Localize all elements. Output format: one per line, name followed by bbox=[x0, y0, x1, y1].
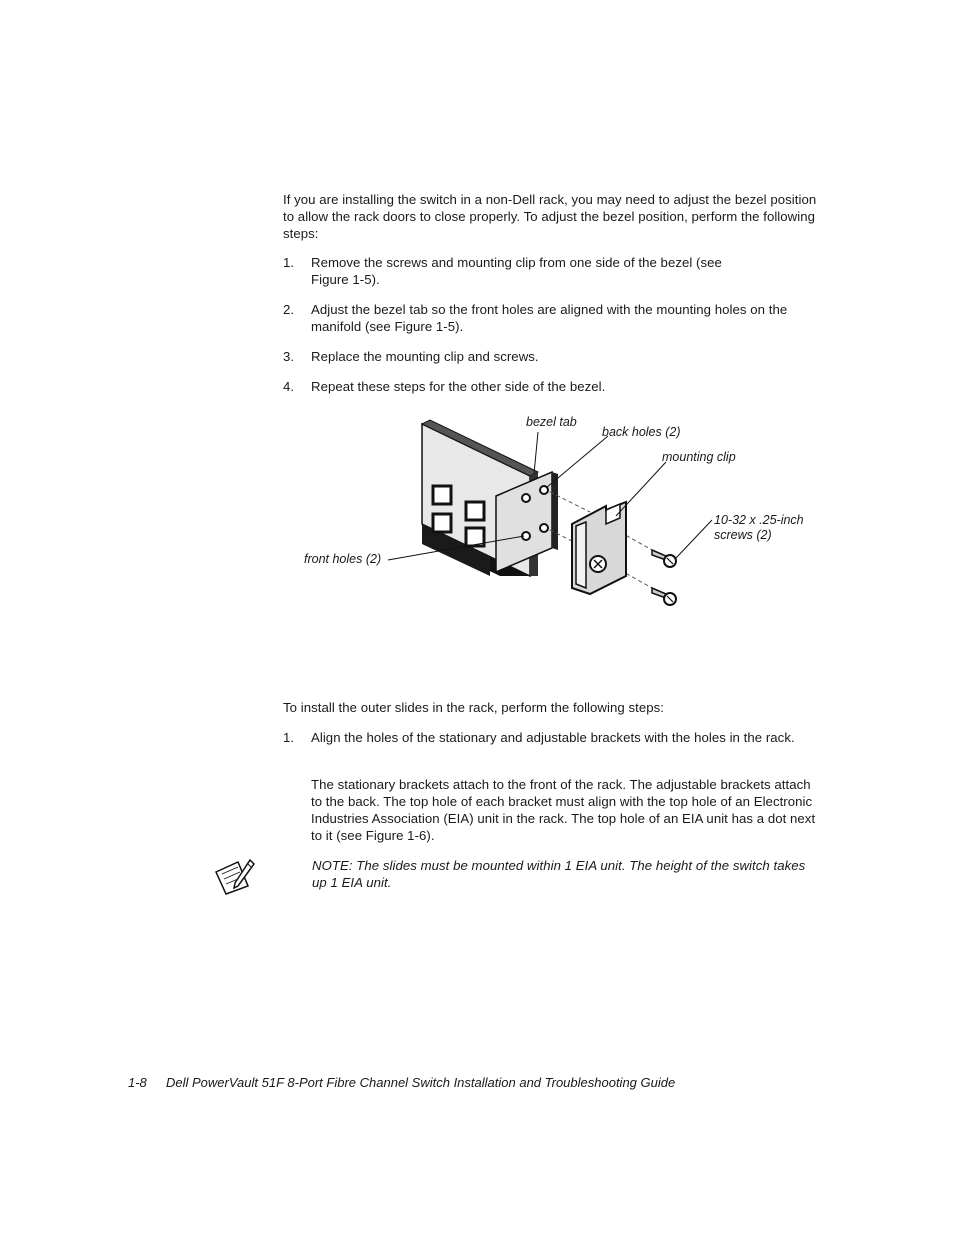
footer-document-title: Dell PowerVault 51F 8-Port Fibre Channel Switch Installation and Troubleshooting Guide bbox=[166, 1075, 676, 1090]
footer-page-number: 1-8 bbox=[128, 1075, 147, 1090]
callout-bezel-tab: bezel tab bbox=[526, 415, 577, 429]
step-item bbox=[283, 378, 823, 395]
section-intro-paragraph: To install the outer slides in the rack, perform the following steps: bbox=[283, 700, 664, 715]
callout-screws-line2: screws (2) bbox=[714, 528, 772, 542]
bezel-illustration bbox=[290, 408, 830, 618]
step-text: Align the holes of the stationary and adjustable brackets with the holes in the rack. bbox=[311, 730, 795, 745]
step-text: Replace the mounting clip and screws. bbox=[311, 349, 539, 364]
callout-back-holes: back holes (2) bbox=[602, 425, 681, 439]
step-item bbox=[283, 729, 823, 746]
step-number: 4. bbox=[283, 379, 295, 394]
screw-icon bbox=[652, 588, 676, 605]
bezel-figure bbox=[290, 408, 830, 618]
step-text: Remove the screws and mounting clip from one side of the bezel (see Figure 1-5). bbox=[311, 255, 722, 287]
mounting-clip bbox=[572, 502, 626, 594]
note-text: NOTE: The slides must be mounted within 1 EIA unit. The height of the switch takes up 1 EIA unit. bbox=[312, 858, 806, 890]
step-text: Adjust the bezel tab so the front holes are aligned with the mounting holes on the manifold (see Figure 1-5). bbox=[311, 302, 788, 334]
step-text: Repeat these steps for the other side of the bezel. bbox=[311, 379, 606, 394]
step-item bbox=[283, 254, 823, 288]
step-number: 2. bbox=[283, 302, 295, 317]
step-number: 1. bbox=[283, 255, 295, 270]
step-item bbox=[283, 348, 823, 365]
note-pencil-icon bbox=[214, 858, 256, 896]
step-item bbox=[283, 301, 823, 335]
callout-mounting-clip: mounting clip bbox=[662, 450, 736, 464]
step-number: 3. bbox=[283, 349, 295, 364]
step-number: 1. bbox=[283, 730, 295, 745]
screw-icon bbox=[652, 550, 676, 567]
section-intro-paragraph: If you are installing the switch in a non-Dell rack, you may need to adjust the bezel position to allow the rack doors to close properly. To adjust the bezel position, perform the following steps: bbox=[283, 192, 817, 241]
callout-front-holes: front holes (2) bbox=[304, 552, 382, 566]
step-detail-paragraph: The stationary brackets attach to the front of the rack. The adjustable brackets attach to the back. The top hole of each bracket must align with the top hole of an Electronic Industries Association (EIA) unit in the rack. The top hole of an EIA unit has a dot next to it (see Figure 1-6). bbox=[311, 777, 816, 843]
callout-screws-line1: 10-32 x .25-inch bbox=[714, 513, 804, 527]
